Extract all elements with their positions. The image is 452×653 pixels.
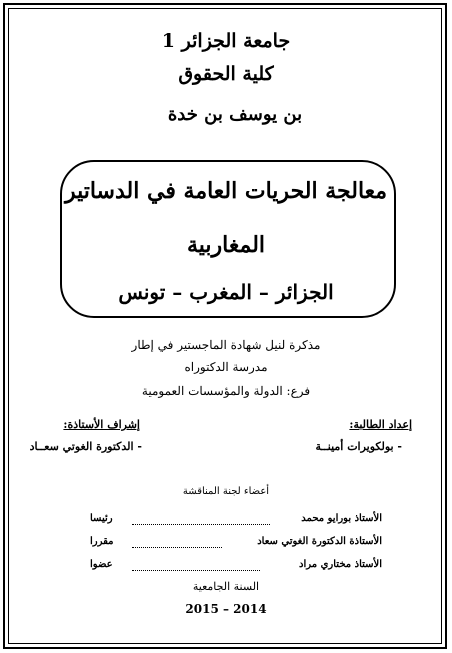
faculty-name: كلية الحقوق bbox=[178, 63, 274, 85]
dotted-leader bbox=[132, 524, 270, 525]
committee-member-role: مقررا bbox=[90, 536, 114, 547]
committee-member-name: الأستاذ بورايو محمد bbox=[301, 513, 382, 524]
committee-title: أعضاء لجنة المناقشة bbox=[182, 486, 270, 497]
campus-name: بن يوسف بن خدة bbox=[167, 104, 303, 125]
dotted-leader bbox=[132, 570, 260, 571]
student-label: إعداد الطالبة: bbox=[349, 418, 412, 431]
dotted-leader bbox=[132, 547, 222, 548]
thesis-title-line-1: معالجة الحريات العامة في الدساتير bbox=[64, 178, 388, 204]
memo-line-2: مدرسة الدكتوراه bbox=[184, 360, 268, 374]
committee-member-name: الأستاذ مختاري مراد bbox=[299, 559, 382, 570]
thesis-subtitle: الجزائر – المغرب – تونس bbox=[118, 280, 334, 304]
memo-line-1: مذكرة لنيل شهادة الماجستير في إطار bbox=[131, 338, 321, 352]
committee-member-name: الأستاذة الدكتورة الغوتي سعاد bbox=[257, 536, 382, 547]
committee-member-role: رئيسا bbox=[90, 513, 113, 524]
supervisor-label: إشراف الأستاذة: bbox=[63, 418, 140, 431]
thesis-title-line-2: المغاربية bbox=[186, 232, 266, 258]
academic-year: 2015 – 2014 bbox=[185, 602, 267, 616]
committee-member-role: عضوا bbox=[90, 559, 113, 570]
student-name: - بولكويرات أمينــة bbox=[315, 440, 402, 453]
academic-year-label: السنة الجامعية bbox=[192, 580, 260, 593]
supervisor-name: - الدكتورة الغوتي سعــاد bbox=[29, 440, 142, 453]
memo-branch: فرع: الدولة والمؤسسات العمومية bbox=[141, 384, 311, 398]
university-name: جامعة الجزائر 1 bbox=[161, 30, 291, 52]
